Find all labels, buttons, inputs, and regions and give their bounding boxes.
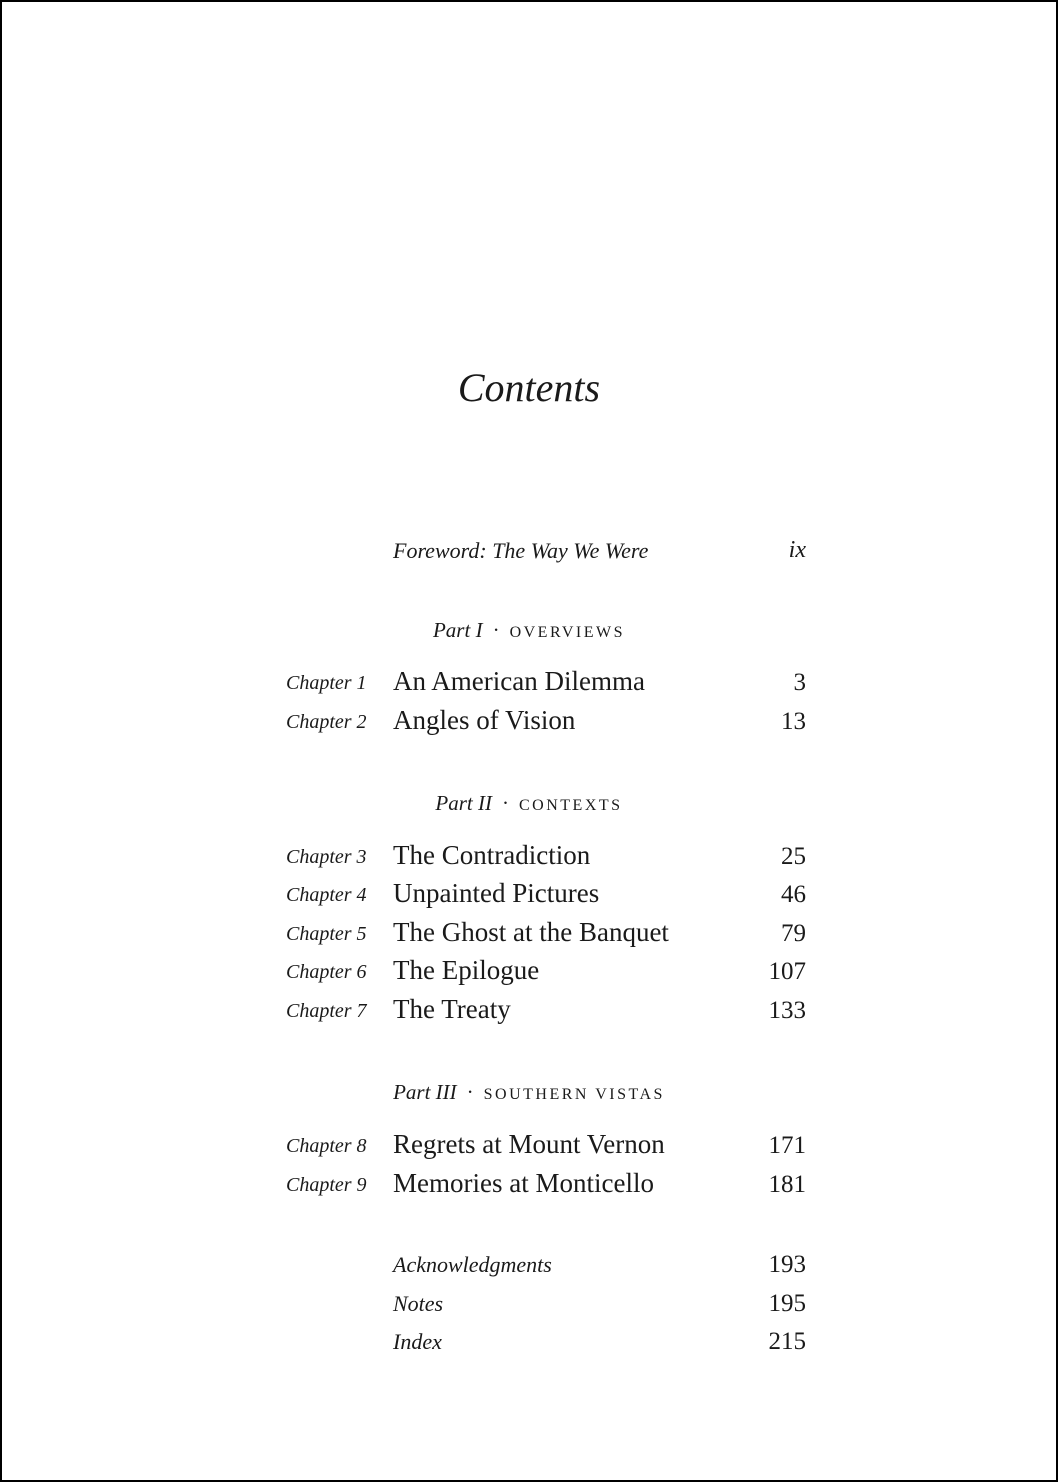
chapter-label: Chapter 9 (286, 1174, 367, 1196)
chapter-title: The Treaty (393, 994, 511, 1024)
toc-entry[interactable] (0, 1169, 1058, 1203)
part-title: SOUTHERN VISTAS (483, 1086, 665, 1103)
chapter-title: An American Dilemma (393, 666, 645, 696)
chapter-label: Chapter 8 (286, 1135, 367, 1157)
toc-entry[interactable] (0, 667, 1058, 701)
chapter-page: 79 (781, 920, 806, 947)
toc-entry-foreword[interactable] (0, 535, 1058, 569)
part-number: Part I (432, 618, 483, 642)
chapter-label: Chapter 3 (286, 846, 367, 868)
toc-entry[interactable] (0, 1130, 1058, 1164)
entry-page: 215 (768, 1328, 806, 1355)
chapter-label: Chapter 7 (286, 1000, 367, 1022)
entry-page: ix (788, 537, 806, 563)
separator: · (466, 1080, 474, 1104)
part-number: Part II (435, 791, 492, 815)
part-heading (0, 618, 1058, 643)
toc-entry[interactable] (0, 918, 1058, 952)
entry-title: Index (393, 1329, 442, 1354)
toc-entry[interactable] (0, 956, 1058, 990)
page-title: Contents (457, 365, 601, 410)
part-title: OVERVIEWS (509, 624, 625, 641)
part-title: CONTEXTS (519, 797, 623, 814)
chapter-page: 107 (768, 958, 806, 985)
chapter-title: The Epilogue (393, 955, 540, 985)
entry-page: 195 (768, 1290, 806, 1317)
entry-title: Foreword: The Way We Were (393, 538, 649, 563)
chapter-title: Memories at Monticello (393, 1168, 654, 1198)
toc-entry[interactable] (0, 995, 1058, 1029)
chapter-page: 171 (768, 1132, 806, 1159)
chapter-title: The Ghost at the Banquet (393, 917, 669, 947)
part-number: Part III (393, 1080, 457, 1104)
chapter-title: Angles of Vision (393, 705, 576, 735)
chapter-label: Chapter 4 (286, 884, 367, 906)
part-heading (0, 791, 1058, 816)
chapter-page: 25 (781, 843, 806, 870)
toc-entry-index[interactable] (0, 1326, 1058, 1360)
chapter-title: Regrets at Mount Vernon (393, 1129, 665, 1159)
toc-entry[interactable] (0, 841, 1058, 875)
chapter-title: Unpainted Pictures (393, 878, 600, 908)
toc-entry[interactable] (0, 706, 1058, 740)
separator: · (502, 791, 509, 815)
chapter-page: 133 (768, 997, 806, 1024)
chapter-label: Chapter 6 (286, 961, 367, 983)
chapter-label: Chapter 2 (286, 711, 367, 733)
chapter-title: The Contradiction (393, 840, 591, 870)
chapter-page: 181 (768, 1171, 806, 1198)
toc-entry-acknowledgments[interactable] (0, 1249, 1058, 1283)
part-heading (0, 1080, 1058, 1105)
entry-title: Notes (393, 1291, 444, 1316)
entry-title: Acknowledgments (393, 1252, 552, 1277)
chapter-page: 13 (781, 708, 806, 735)
entry-page: 193 (768, 1251, 806, 1278)
chapter-label: Chapter 5 (286, 923, 367, 945)
toc-entry[interactable] (0, 879, 1058, 913)
chapter-page: 46 (781, 881, 806, 908)
separator: · (492, 618, 500, 642)
toc-entry-notes[interactable] (0, 1288, 1058, 1322)
chapter-label: Chapter 1 (286, 672, 367, 694)
chapter-page: 3 (793, 669, 806, 696)
